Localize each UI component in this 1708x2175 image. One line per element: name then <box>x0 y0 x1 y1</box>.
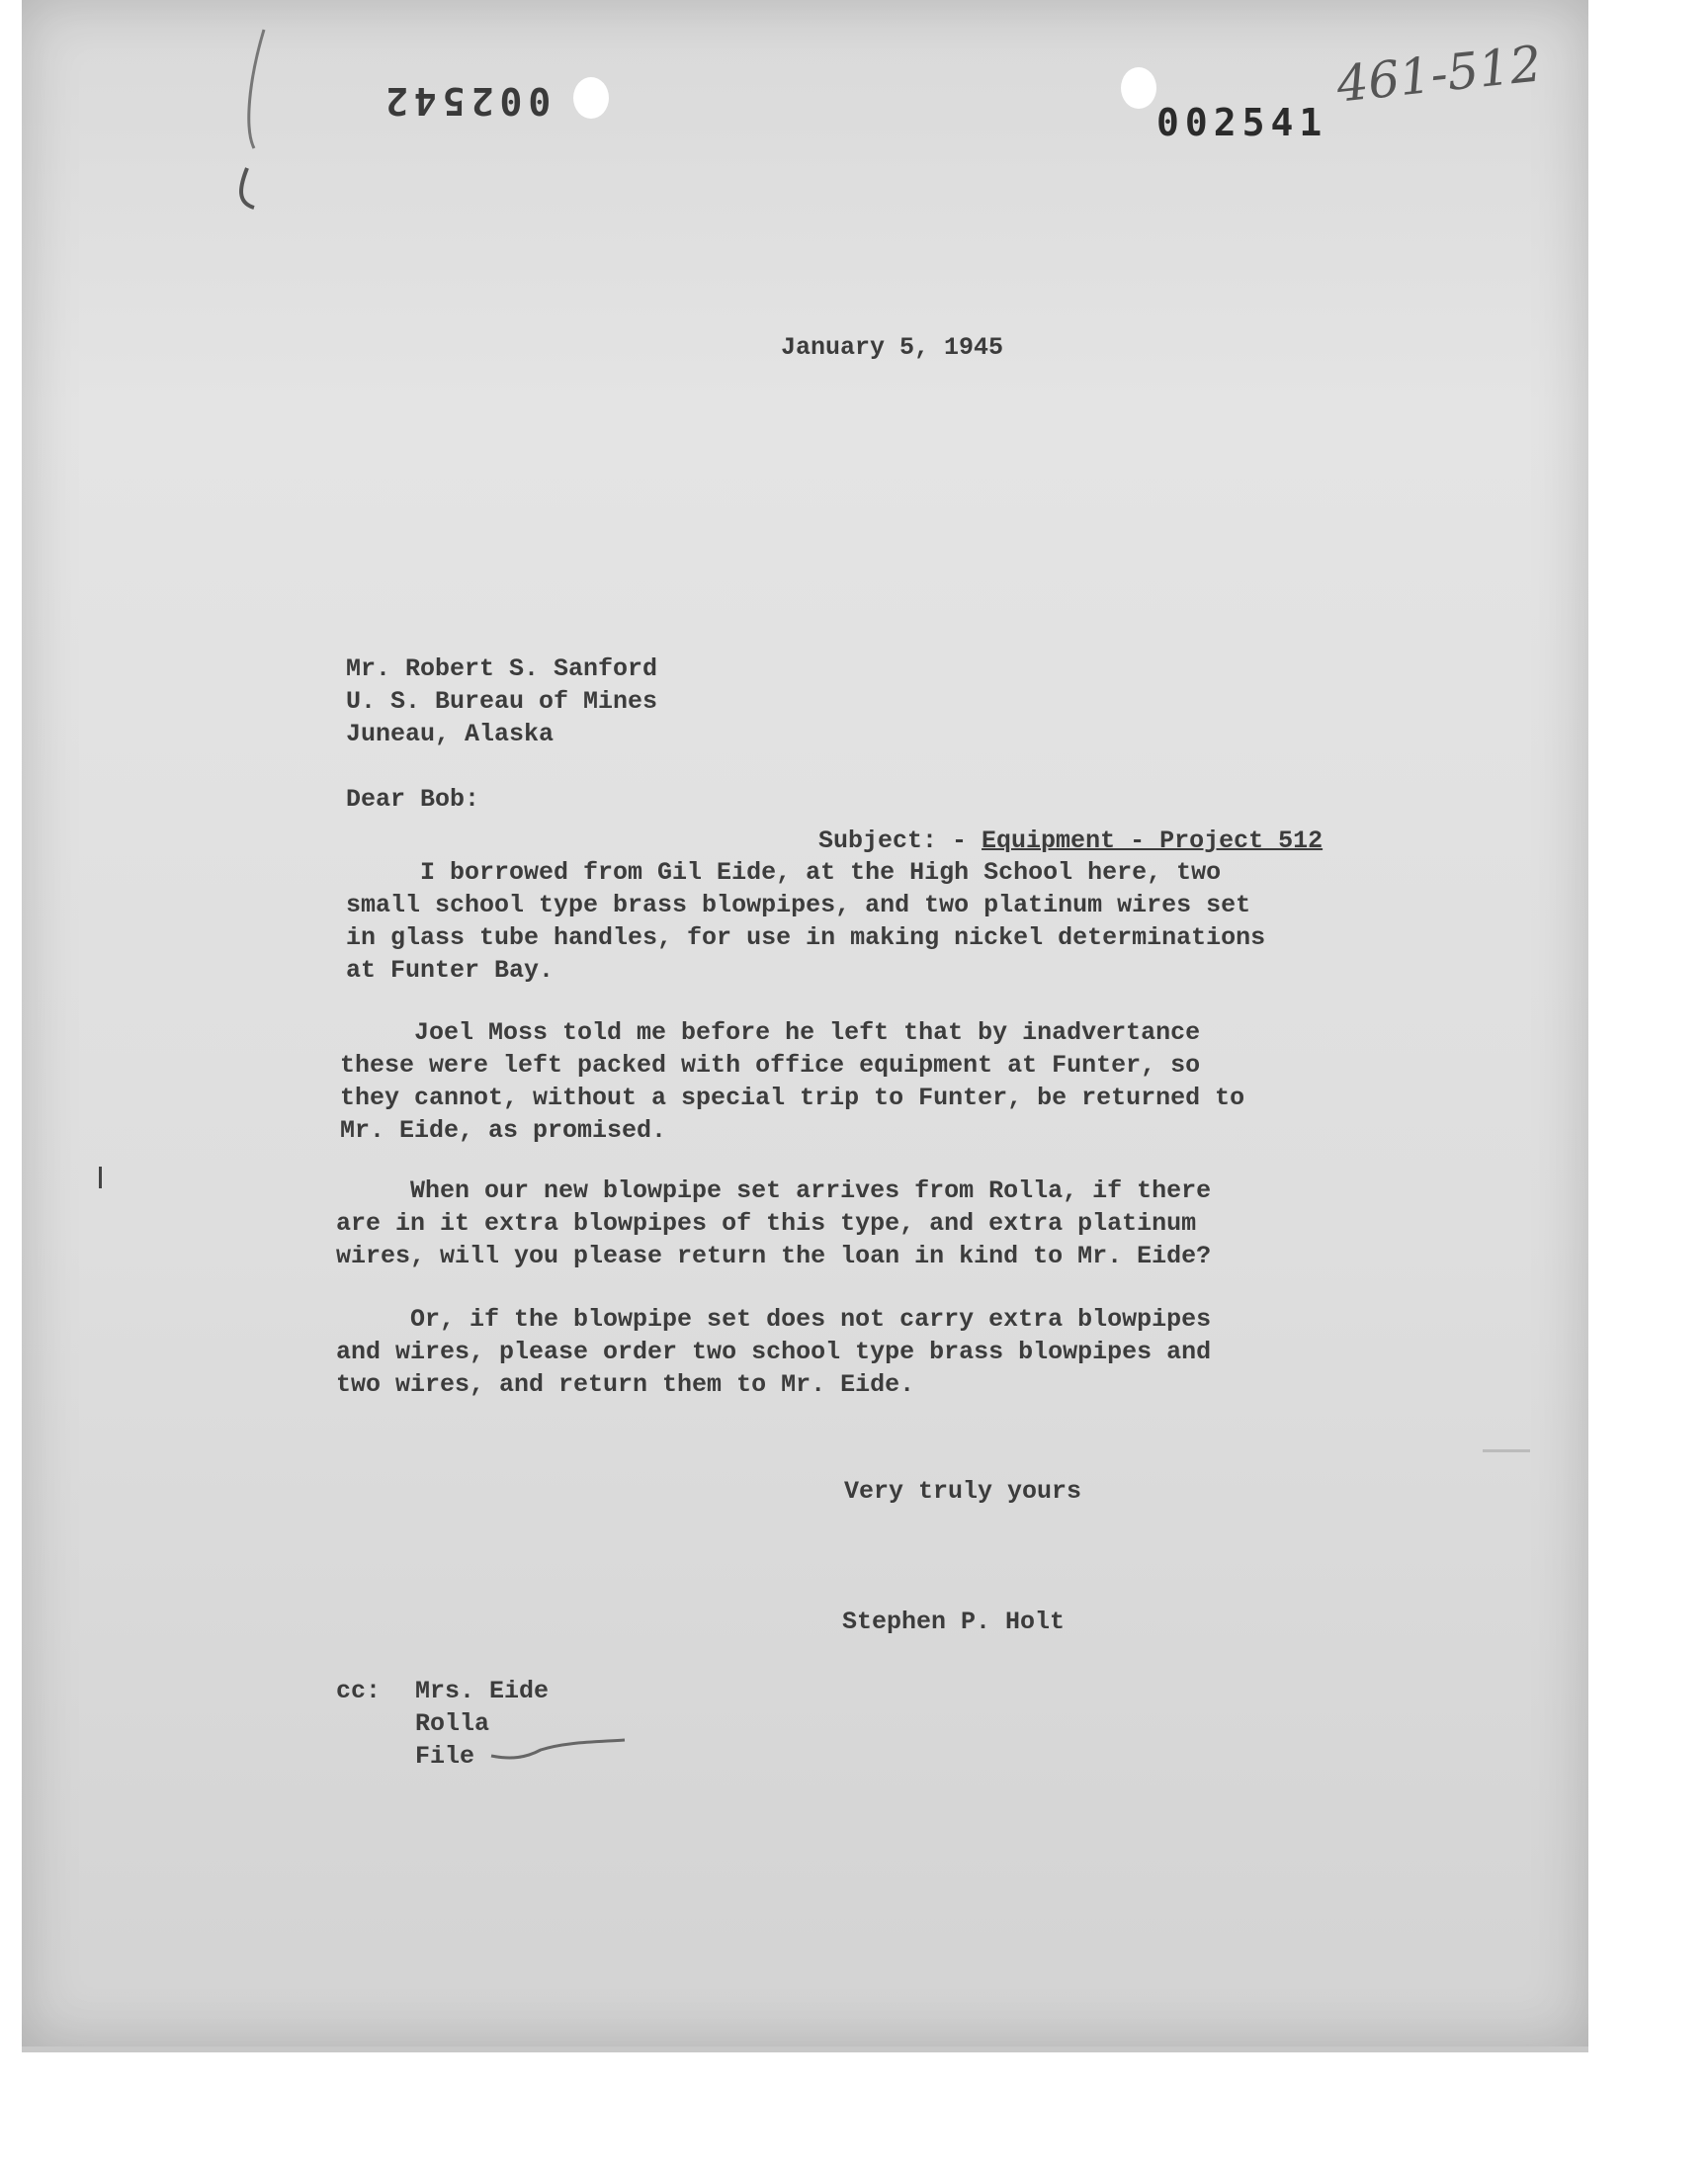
cc-recipient: Rolla <box>415 1709 490 1738</box>
page-number-stamp: 002541 <box>1156 101 1328 144</box>
body-paragraph-2 <box>340 1016 1244 1147</box>
paragraph-line: wires, will you please return the loan in kind to Mr. Eide? <box>336 1242 1212 1270</box>
paragraph-line: Mr. Eide, as promised. <box>340 1116 667 1145</box>
cc-recipient: File <box>415 1742 475 1771</box>
paragraph-line: I borrowed from Gil Eide, at the High School here, two <box>346 858 1222 887</box>
address-line-3: Juneau, Alaska <box>346 720 555 748</box>
paragraph-line: Or, if the blowpipe set does not carry extra blowpipes <box>336 1305 1212 1334</box>
body-paragraph-1 <box>346 856 1265 987</box>
paragraph-line: these were left packed with office equipment at Funter, so <box>340 1051 1201 1080</box>
closing: Very truly yours <box>844 1477 1082 1506</box>
margin-mark <box>99 1167 102 1188</box>
paragraph-line: and wires, please order two school type brass blowpipes and <box>336 1338 1212 1366</box>
subject-prefix: Subject: - <box>818 826 982 855</box>
paragraph-line: two wires, and return them to Mr. Eide. <box>336 1370 915 1399</box>
paragraph-line: they cannot, without a special trip to Funter, be returned to <box>340 1084 1245 1112</box>
signature-name: Stephen P. Holt <box>842 1608 1066 1636</box>
paragraph-line: When our new blowpipe set arrives from Rolla, if there <box>336 1176 1212 1205</box>
file-checkmark <box>486 1728 635 1768</box>
subject-text: Equipment - Project 512 <box>982 826 1324 855</box>
punch-hole-right <box>1121 67 1156 109</box>
paragraph-line: are in it extra blowpipes of this type, and extra platinum <box>336 1209 1197 1238</box>
edge-mark <box>1483 1449 1530 1452</box>
body-paragraph-4 <box>336 1303 1211 1401</box>
address-line-2: U. S. Bureau of Mines <box>346 687 658 716</box>
body-paragraph-3 <box>336 1174 1211 1272</box>
punch-hole-left <box>573 77 609 119</box>
paragraph-line: in glass tube handles, for use in making nickel determinations <box>346 923 1266 952</box>
address-line-1: Mr. Robert S. Sanford <box>346 654 658 683</box>
pencil-mark-top-left <box>210 20 299 218</box>
paragraph-line: small school type brass blowpipes, and two platinum wires set <box>346 891 1251 919</box>
recipient-address <box>346 652 657 750</box>
paragraph-line: Joel Moss told me before he left that by inadvertance <box>340 1018 1201 1047</box>
letter-date: January 5, 1945 <box>781 333 1004 362</box>
handwritten-file-number: 461-512 <box>1333 35 1545 114</box>
cc-label: cc: <box>336 1677 382 1705</box>
mirrored-page-number-stamp: 002542 <box>380 79 552 123</box>
salutation: Dear Bob: <box>346 785 480 814</box>
paragraph-line: at Funter Bay. <box>346 956 555 985</box>
letter-sheet <box>22 0 1588 2052</box>
cc-recipient: Mrs. Eide <box>415 1677 550 1705</box>
